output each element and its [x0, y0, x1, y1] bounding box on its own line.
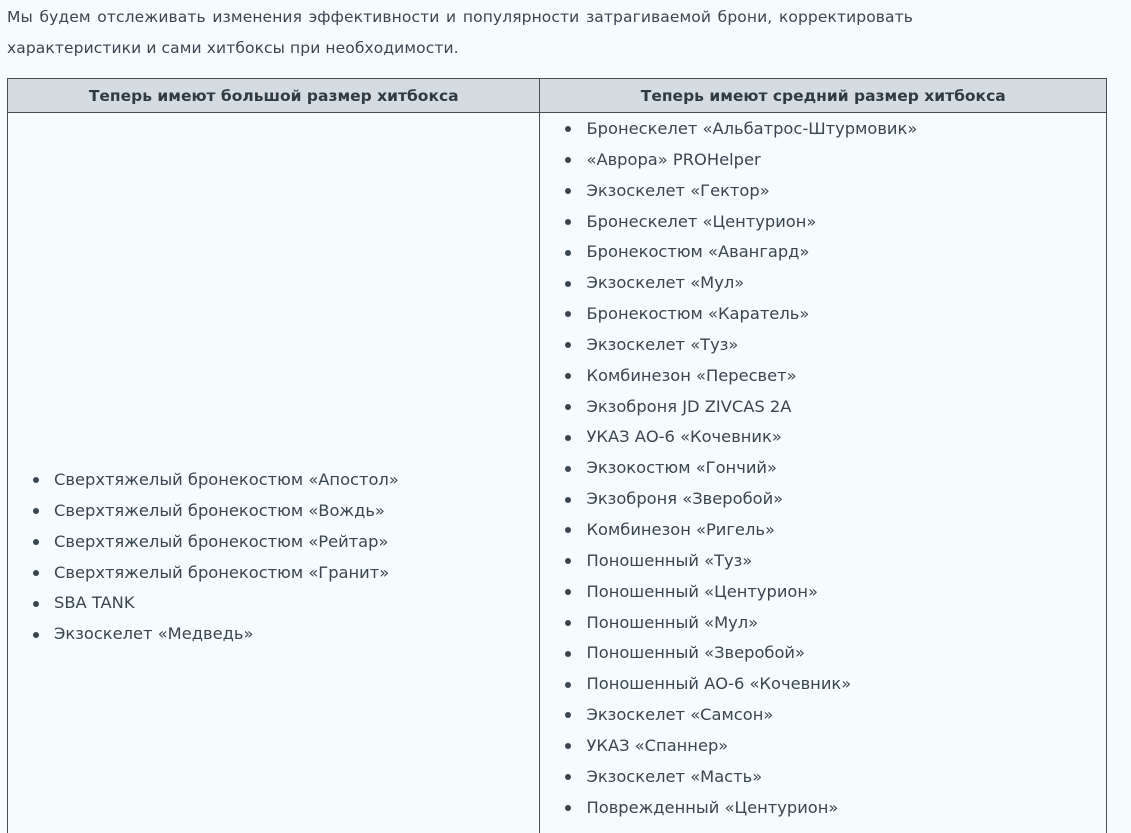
list-item: Поношенный АО-6 «Кочевник»	[540, 669, 1106, 700]
list-item: Экзоскелет «Самсон»	[540, 700, 1106, 731]
list-item: SBA TANK	[8, 588, 539, 619]
header-large-hitbox: Теперь имеют большой размер хитбокса	[8, 79, 540, 113]
list-item: Бронескелет «Центурион»	[540, 207, 1106, 238]
intro-paragraph: Мы будем отслеживать изменения эффективности и популярности затрагиваемой брони, корректировать характеристики и сами хитбоксы при необходимости.	[7, 2, 913, 64]
list-item: «Аврора» PROHelper	[540, 145, 1106, 176]
large-hitbox-cell	[8, 113, 540, 833]
list-item: Сверхтяжелый бронекостюм «Рейтар»	[8, 527, 539, 558]
hitbox-table	[7, 78, 1107, 833]
list-item: Экзоскелет «Мул»	[540, 268, 1106, 299]
header-medium-hitbox: Теперь имеют средний размер хитбокса	[540, 79, 1107, 113]
list-item: Комбинезон «Пересвет»	[540, 361, 1106, 392]
list-item: УКАЗ АО-6 «Кочевник»	[540, 422, 1106, 453]
table-row	[8, 113, 1107, 833]
medium-hitbox-list	[540, 113, 1106, 823]
list-item: Экзоскелет «Гектор»	[540, 176, 1106, 207]
list-item: Экзоскелет «Туз»	[540, 330, 1106, 361]
list-item: Экзоброня JD ZIVCAS 2A	[540, 392, 1106, 423]
list-item: Поношенный «Туз»	[540, 546, 1106, 577]
list-item: Экзоброня «Зверобой»	[540, 484, 1106, 515]
list-item: Бронекостюм «Авангард»	[540, 237, 1106, 268]
list-item: Бронекостюм «Каратель»	[540, 299, 1106, 330]
list-item: Бронескелет «Альбатрос-Штурмовик»	[540, 114, 1106, 145]
list-item: Комбинезон «Ригель»	[540, 515, 1106, 546]
medium-hitbox-cell	[540, 113, 1107, 833]
list-item: Сверхтяжелый бронекостюм «Гранит»	[8, 558, 539, 589]
list-item: Поврежденный «Центурион»	[540, 793, 1106, 824]
list-item: Экзокостюм «Гончий»	[540, 453, 1106, 484]
table-header-row	[8, 79, 1107, 113]
list-item: Экзоскелет «Медведь»	[8, 619, 539, 650]
list-item: УКАЗ «Спаннер»	[540, 731, 1106, 762]
large-hitbox-list	[8, 113, 539, 650]
list-item: Экзоскелет «Масть»	[540, 762, 1106, 793]
list-item: Сверхтяжелый бронекостюм «Вождь»	[8, 496, 539, 527]
list-item: Сверхтяжелый бронекостюм «Апостол»	[8, 465, 539, 496]
list-item: Поношенный «Зверобой»	[540, 638, 1106, 669]
list-item: Поношенный «Центурион»	[540, 577, 1106, 608]
list-item: Поношенный «Мул»	[540, 608, 1106, 639]
